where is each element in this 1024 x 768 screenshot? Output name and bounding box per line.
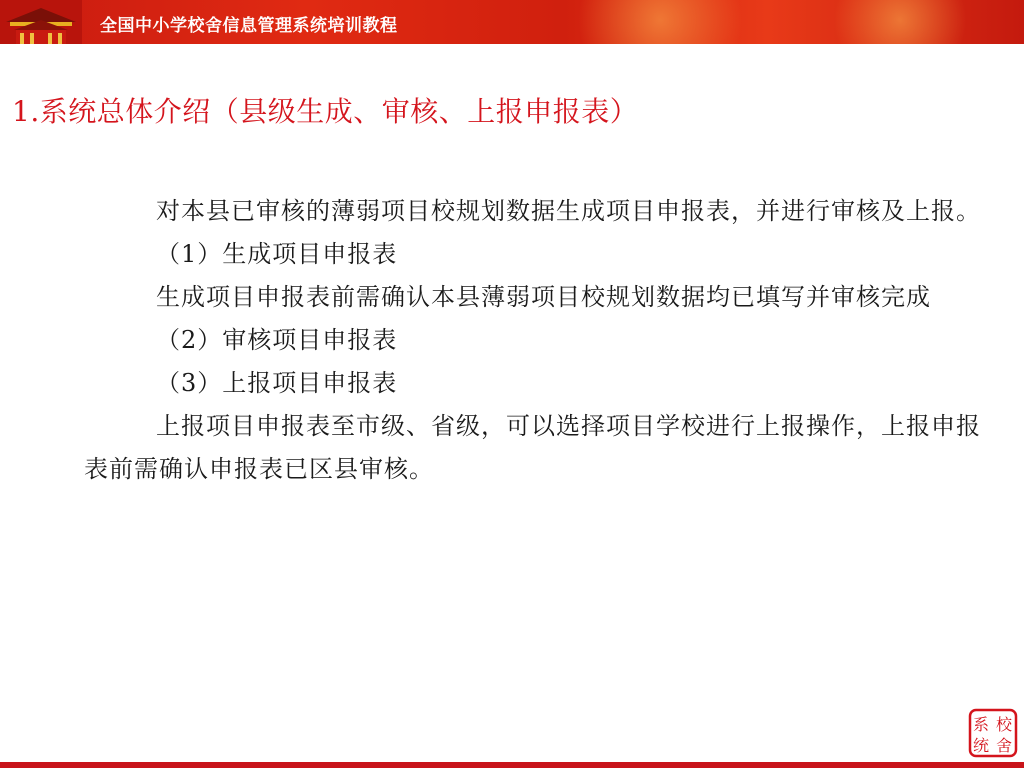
- step-2-heading: （2）审核项目申报表: [156, 326, 398, 354]
- seal-char-2: 校: [995, 715, 1013, 734]
- slide-body: [84, 190, 984, 491]
- temple-logo-icon: [0, 0, 82, 44]
- slide-title: 1.系统总体介绍（县级生成、审核、上报申报表）: [12, 95, 639, 128]
- school-seal-icon: [968, 708, 1018, 758]
- intro-paragraph: 对本县已审核的薄弱项目校规划数据生成项目申报表，并进行审核及上报。: [156, 197, 981, 225]
- step-3-description: 上报项目申报表至市级、省级，可以选择项目学校进行上报操作，上报申报表前需确认申报表已区县审核。: [84, 412, 981, 483]
- seal-char-3: 统: [972, 736, 990, 755]
- banner-title: 全国中小学校舍信息管理系统培训教程: [100, 16, 398, 36]
- seal-char-1: 系: [972, 715, 990, 734]
- footer-rule: [0, 762, 1024, 768]
- step-3-heading: （3）上报项目申报表: [156, 369, 398, 397]
- step-1-heading: （1）生成项目申报表: [156, 240, 398, 268]
- step-1-description: 生成项目申报表前需确认本县薄弱项目校规划数据均已填写并审核完成: [156, 283, 931, 311]
- header-banner: [0, 0, 1024, 44]
- seal-char-4: 舍: [995, 736, 1013, 755]
